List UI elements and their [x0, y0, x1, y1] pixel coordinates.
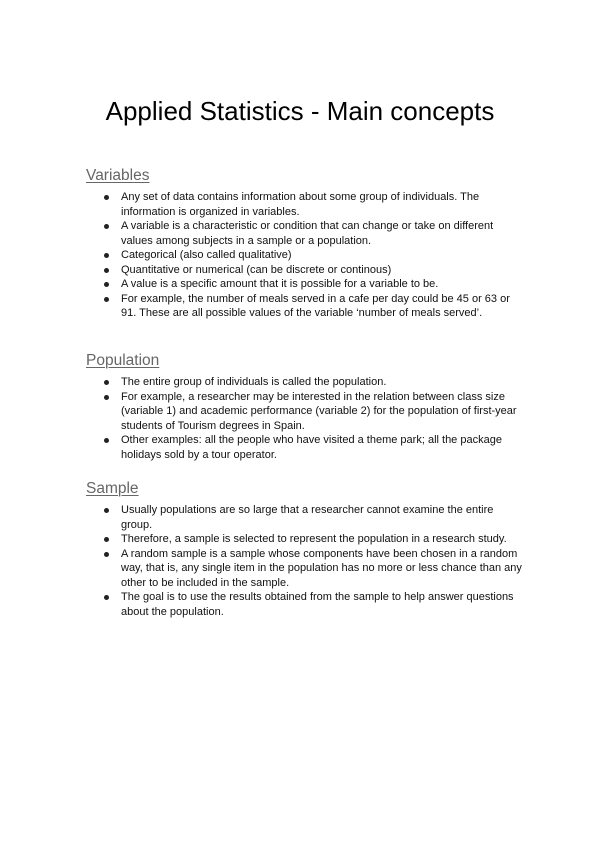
bullet-icon — [104, 552, 109, 557]
bullet-icon — [104, 253, 109, 258]
bullet-icon — [104, 224, 109, 229]
bullet-icon — [104, 595, 109, 600]
document-title: Applied Statistics - Main concepts — [105, 96, 495, 126]
bullet-icon — [104, 438, 109, 443]
list-item-text: A value is a specific amount that it is possible for a variable to be. — [121, 278, 439, 290]
section-heading-population: Population — [86, 352, 160, 369]
sample-bullet-list — [86, 503, 526, 619]
bullet-icon — [104, 268, 109, 273]
list-item-text: A variable is a characteristic or condition that can change or take on different values among subjects in a sample or a population. — [121, 220, 494, 247]
section-sample — [86, 479, 526, 619]
list-item — [86, 390, 526, 434]
section-population — [86, 351, 526, 462]
population-bullet-list — [86, 375, 526, 462]
list-item — [86, 277, 526, 292]
list-item — [86, 263, 526, 278]
list-item-text: Therefore, a sample is selected to represent the population in a research study. — [121, 533, 507, 545]
list-item-text: For example, the number of meals served in a cafe per day could be 45 or 63 or 91. These are all possible values of the variable ‘number of meals served’. — [121, 292, 510, 319]
list-item-text: Quantitative or numerical (can be discrete or continous) — [121, 263, 392, 276]
list-item — [86, 375, 526, 390]
bullet-icon — [104, 508, 109, 513]
bullet-icon — [104, 395, 109, 400]
section-heading-variables: Variables — [86, 167, 150, 184]
list-item — [86, 433, 526, 462]
list-item — [86, 248, 526, 263]
list-item-text: Other examples: all the people who have visited a theme park; all the package holidays sold by a tour operator. — [121, 434, 502, 461]
list-item-text: A random sample is a sample whose components have been chosen in a random way, that is, any single item in the population has no more or less chance than any other to be included in the sample. — [121, 547, 522, 589]
list-item — [86, 190, 526, 219]
list-item-text: Any set of data contains information about some group of individuals. The information is organized in variables. — [121, 191, 480, 218]
list-item — [86, 292, 526, 321]
list-item — [86, 547, 526, 591]
list-item — [86, 532, 526, 547]
list-item — [86, 503, 526, 532]
bullet-icon — [104, 537, 109, 542]
section-variables — [86, 166, 526, 321]
list-item — [86, 590, 526, 619]
bullet-icon — [104, 380, 109, 385]
list-item-text: Categorical (also called qualitative) — [121, 249, 292, 261]
list-item-text: Usually populations are so large that a researcher cannot examine the entire group. — [121, 504, 494, 531]
bullet-icon — [104, 195, 109, 200]
section-heading-sample: Sample — [86, 480, 139, 497]
list-item-text: The entire group of individuals is called the population. — [121, 376, 387, 388]
bullet-icon — [104, 282, 109, 287]
list-item-text: For example, a researcher may be interested in the relation between class size (variable 1) and academic performance (variable 2) for the population of first-year students of Tourism degrees in Spain. — [121, 390, 517, 432]
list-item-text: The goal is to use the results obtained from the sample to help answer questions about the population. — [121, 591, 514, 618]
bullet-icon — [104, 297, 109, 302]
list-item — [86, 219, 526, 248]
variables-bullet-list — [86, 190, 526, 321]
